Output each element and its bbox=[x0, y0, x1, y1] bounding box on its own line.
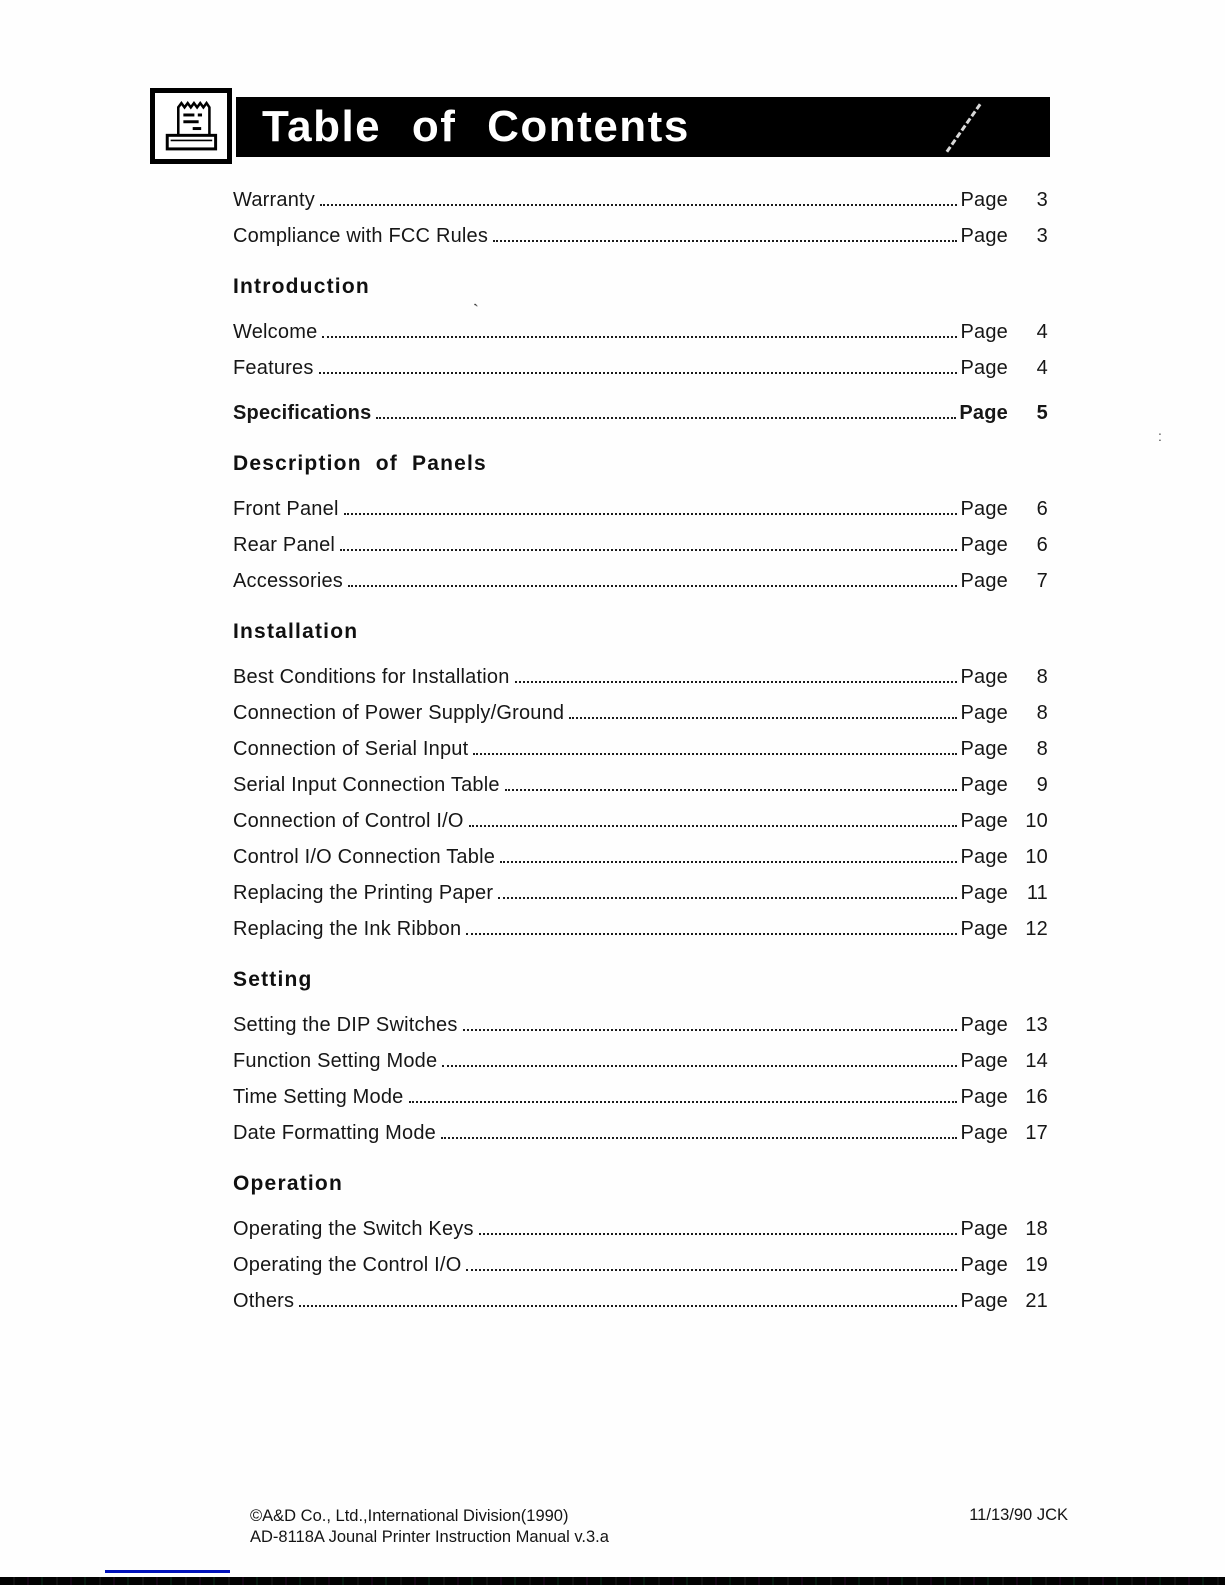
page-word: Page bbox=[960, 738, 1008, 760]
page-word: Page bbox=[960, 1218, 1008, 1240]
toc-entry-title: Accessories bbox=[233, 570, 344, 592]
page-number: 10 bbox=[1025, 846, 1048, 868]
toc-entry bbox=[233, 1115, 1048, 1151]
page-title: Table of Contents bbox=[262, 102, 690, 151]
dotted-leader bbox=[463, 1029, 958, 1031]
page-word: Page bbox=[960, 882, 1008, 904]
page-word: Page bbox=[960, 357, 1008, 379]
toc-entry bbox=[233, 395, 1048, 431]
scan-speck: : bbox=[1158, 428, 1162, 444]
page-word: Page bbox=[960, 1014, 1008, 1036]
toc-entry-title: Connection of Power Supply/Ground bbox=[233, 702, 565, 724]
toc-entry-title: Features bbox=[233, 357, 314, 379]
dotted-leader bbox=[569, 717, 957, 719]
toc-entry bbox=[233, 731, 1048, 767]
page-number: 16 bbox=[1025, 1086, 1048, 1108]
page-word: Page bbox=[960, 189, 1008, 211]
toc-entry bbox=[233, 314, 1048, 350]
page-number: 6 bbox=[1036, 534, 1048, 556]
dotted-leader bbox=[469, 825, 958, 827]
toc-entry bbox=[233, 527, 1048, 563]
dotted-leader bbox=[322, 336, 957, 338]
page-word: Page bbox=[960, 1122, 1008, 1144]
dotted-leader bbox=[515, 681, 958, 683]
page-word: Page bbox=[960, 846, 1008, 868]
section-heading-introduction: Introduction bbox=[233, 275, 370, 298]
toc-entry bbox=[233, 491, 1048, 527]
section-heading-installation: Installation bbox=[233, 620, 359, 643]
dotted-leader bbox=[348, 585, 957, 587]
toc-entry bbox=[233, 839, 1048, 875]
page-number: 21 bbox=[1025, 1290, 1048, 1312]
page-word: Page bbox=[960, 702, 1008, 724]
page-number: 9 bbox=[1036, 774, 1048, 796]
toc-entry bbox=[233, 218, 1048, 254]
footer bbox=[250, 1506, 609, 1548]
page-word: Page bbox=[959, 402, 1008, 424]
section-heading-description-of-panels: Description of Panels bbox=[233, 452, 487, 475]
toc-entry bbox=[233, 1007, 1048, 1043]
page-header bbox=[150, 88, 1050, 164]
toc-entry-title: Front Panel bbox=[233, 498, 339, 520]
toc-entry-title: Replacing the Ink Ribbon bbox=[233, 918, 462, 940]
page-word: Page bbox=[960, 1290, 1008, 1312]
page-number: 13 bbox=[1025, 1014, 1048, 1036]
footer-copyright: ©A&D Co., Ltd.,International Division(1990) bbox=[250, 1507, 569, 1525]
toc-entry-title: Connection of Control I/O bbox=[233, 810, 464, 832]
dotted-leader bbox=[442, 1065, 957, 1067]
toc-entry bbox=[233, 695, 1048, 731]
page-number: 17 bbox=[1025, 1122, 1048, 1144]
page-word: Page bbox=[960, 225, 1008, 247]
toc-entry bbox=[233, 767, 1048, 803]
page-number: 8 bbox=[1036, 666, 1048, 688]
page-number: 5 bbox=[1036, 402, 1048, 424]
toc-entry-title: Operating the Switch Keys bbox=[233, 1218, 474, 1240]
page-number: 4 bbox=[1036, 321, 1048, 343]
page-word: Page bbox=[960, 918, 1008, 940]
toc-entry-title: Setting the DIP Switches bbox=[233, 1014, 458, 1036]
toc-entry bbox=[233, 875, 1048, 911]
toc-entry bbox=[233, 350, 1048, 386]
footer-date: 11/13/90 JCK bbox=[969, 1506, 1068, 1524]
toc-entry-title: Serial Input Connection Table bbox=[233, 774, 500, 796]
toc-entry-title: Replacing the Printing Paper bbox=[233, 882, 494, 904]
page-number: 10 bbox=[1025, 810, 1048, 832]
toc-entry bbox=[233, 182, 1048, 218]
dotted-leader bbox=[466, 1269, 957, 1271]
toc-entry-title: Warranty bbox=[233, 189, 315, 211]
page-number: 8 bbox=[1036, 702, 1048, 724]
toc-entry-title: Time Setting Mode bbox=[233, 1086, 404, 1108]
toc-entry bbox=[233, 1043, 1048, 1079]
page-number: 18 bbox=[1025, 1218, 1048, 1240]
page-number: 19 bbox=[1025, 1254, 1048, 1276]
page-number: 12 bbox=[1025, 918, 1048, 940]
section-heading-setting: Setting bbox=[233, 968, 313, 991]
dotted-leader bbox=[493, 240, 957, 242]
toc-entry bbox=[233, 1079, 1048, 1115]
dotted-leader bbox=[479, 1233, 958, 1235]
scan-scratch-mark bbox=[946, 103, 982, 152]
dotted-leader bbox=[376, 417, 956, 419]
footer-manual-title: AD-8118A Jounal Printer Instruction Manual v.3.a bbox=[250, 1528, 609, 1546]
page-number: 7 bbox=[1036, 570, 1048, 592]
table-of-contents bbox=[233, 182, 1048, 1319]
page-number: 14 bbox=[1025, 1050, 1048, 1072]
dotted-leader bbox=[466, 933, 957, 935]
page-word: Page bbox=[960, 534, 1008, 556]
dotted-leader bbox=[441, 1137, 958, 1139]
page-word: Page bbox=[960, 570, 1008, 592]
toc-entry-title: Compliance with FCC Rules bbox=[233, 225, 489, 247]
toc-entry-title: Connection of Serial Input bbox=[233, 738, 469, 760]
page-word: Page bbox=[960, 810, 1008, 832]
scan-edge-bar bbox=[0, 1577, 1225, 1585]
page-number: 11 bbox=[1026, 882, 1048, 904]
toc-entry-title: Date Formatting Mode bbox=[233, 1122, 436, 1144]
page-word: Page bbox=[960, 1050, 1008, 1072]
page-word: Page bbox=[960, 321, 1008, 343]
toc-entry bbox=[233, 1247, 1048, 1283]
toc-entry-title: Specifications bbox=[233, 402, 372, 424]
dotted-leader bbox=[344, 513, 958, 515]
page-number: 8 bbox=[1036, 738, 1048, 760]
toc-entry bbox=[233, 1283, 1048, 1319]
page-word: Page bbox=[960, 666, 1008, 688]
blue-underline-mark bbox=[105, 1570, 230, 1573]
dotted-leader bbox=[498, 897, 957, 899]
toc-entry bbox=[233, 911, 1048, 947]
page-word: Page bbox=[960, 1086, 1008, 1108]
toc-entry-title: Operating the Control I/O bbox=[233, 1254, 462, 1276]
page-word: Page bbox=[960, 1254, 1008, 1276]
dotted-leader bbox=[409, 1101, 958, 1103]
section-heading-operation: Operation bbox=[233, 1172, 343, 1195]
printer-icon bbox=[150, 88, 232, 164]
toc-entry-title: Best Conditions for Installation bbox=[233, 666, 510, 688]
dotted-leader bbox=[320, 204, 958, 206]
page-number: 3 bbox=[1036, 189, 1048, 211]
page-number: 4 bbox=[1036, 357, 1048, 379]
toc-entry bbox=[233, 563, 1048, 599]
toc-entry-title: Function Setting Mode bbox=[233, 1050, 438, 1072]
toc-entry-title: Control I/O Connection Table bbox=[233, 846, 496, 868]
dotted-leader bbox=[340, 549, 957, 551]
toc-entry bbox=[233, 1211, 1048, 1247]
title-bar bbox=[236, 97, 1050, 157]
toc-entry-title: Others bbox=[233, 1290, 295, 1312]
page-number: 6 bbox=[1036, 498, 1048, 520]
dotted-leader bbox=[473, 753, 957, 755]
page-number: 3 bbox=[1036, 225, 1048, 247]
page-word: Page bbox=[960, 774, 1008, 796]
page-word: Page bbox=[960, 498, 1008, 520]
scan-speck: , bbox=[463, 295, 481, 310]
toc-entry-title: Rear Panel bbox=[233, 534, 336, 556]
toc-entry bbox=[233, 659, 1048, 695]
dotted-leader bbox=[319, 372, 958, 374]
dotted-leader bbox=[505, 789, 958, 791]
toc-entry-title: Welcome bbox=[233, 321, 318, 343]
dotted-leader bbox=[299, 1305, 957, 1307]
dotted-leader bbox=[500, 861, 957, 863]
toc-entry bbox=[233, 803, 1048, 839]
